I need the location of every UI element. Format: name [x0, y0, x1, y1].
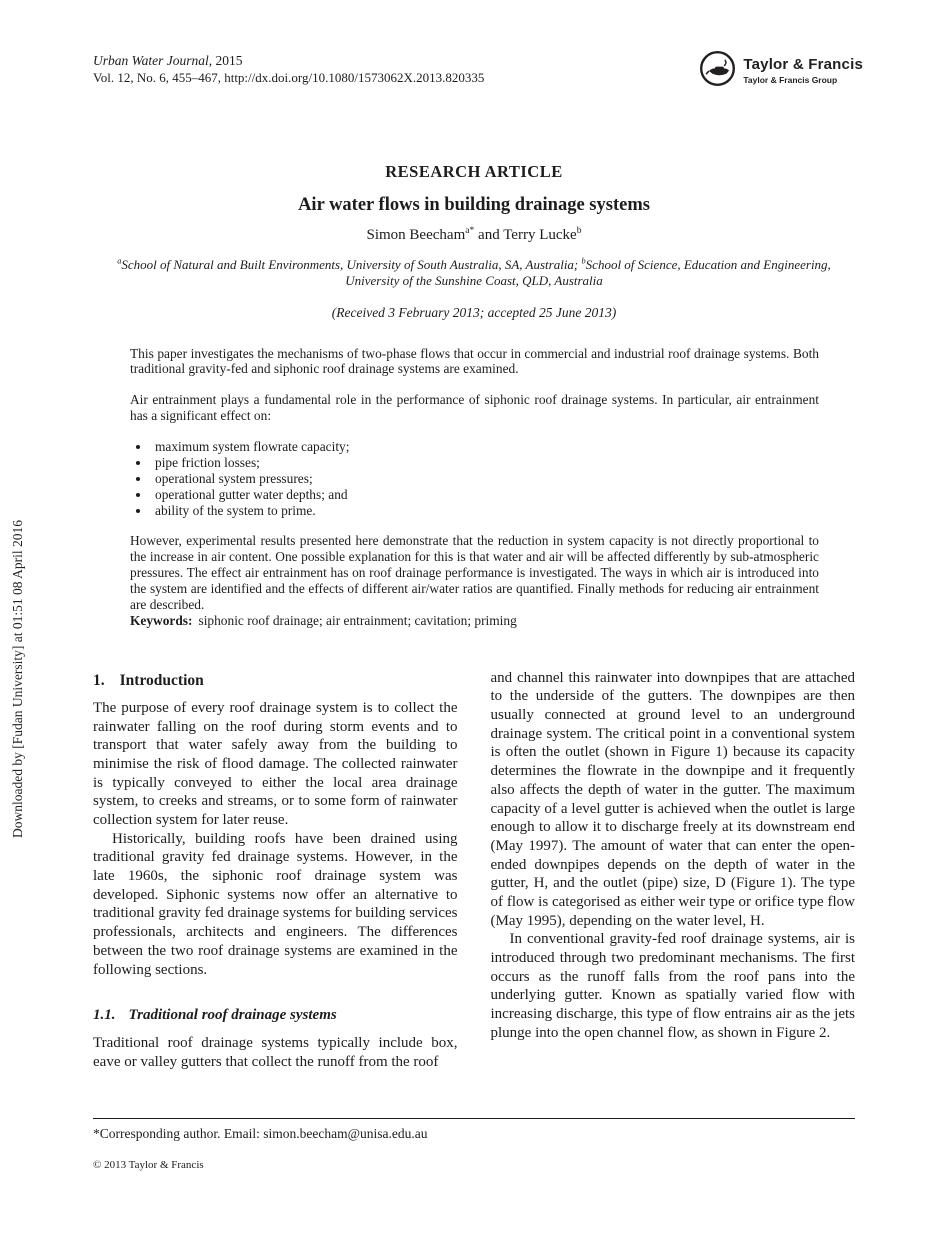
affil-a-sup: a [117, 256, 122, 266]
list-item: • operational system pressures; [151, 471, 819, 487]
taylor-francis-lamp-icon [699, 50, 736, 92]
abstract-paragraph-2: Air entrainment plays a fundamental role in the performance of siphonic roof drainage systems. In particular, air entrainment has a significant effect on: [130, 392, 819, 424]
right-paragraph-2: In conventional gravity-fed roof drainage systems, air is introduced through two predominant mechanisms. The first occurs as the runoff falls from the roof pans into the underlying gutter. Known as spatially varied flow with increasing discharge, this type of flow entrains air as the jets plunge into the open channel flow, as shown in Figure 2. [490, 931, 855, 1041]
journal-year: , 2015 [208, 53, 243, 68]
journal-name: Urban Water Journal [93, 53, 209, 68]
author-1: Simon Beecham [366, 227, 466, 243]
right-column [491, 669, 856, 1071]
article-type: RESEARCH ARTICLE [385, 162, 563, 181]
abstract-paragraph-1: This paper investigates the mechanisms of two-phase flows that occur in commercial and industrial roof drainage systems. Both traditional gravity-fed and siphonic roof drainage systems are examined. [130, 345, 819, 377]
keywords-label: Keywords: [130, 612, 193, 628]
author-1-affil-sup: a [465, 225, 470, 236]
taylor-francis-wordmark [743, 57, 863, 85]
paper-title: Air water flows in building drainage systems [298, 195, 650, 215]
download-notice: Downloaded by [Fudan University] at 01:51 08 April 2016 [10, 520, 25, 838]
authors-line [93, 227, 855, 244]
section-1-1-title: Traditional roof drainage systems [128, 1007, 337, 1024]
list-item: • operational gutter water depths; and [151, 487, 819, 503]
volume-doi-line: Vol. 12, No. 6, 455–467, http://dx.doi.org/10.1080/1573062X.2013.820335 [93, 69, 485, 85]
body-columns [93, 669, 855, 1071]
abstract [130, 346, 819, 629]
section-1-1-number: 1.1. [93, 1007, 116, 1024]
section-1-heading [93, 671, 458, 690]
authors-joiner: and [474, 227, 504, 243]
author-2-affil-sup: b [576, 225, 582, 236]
affiliations [93, 257, 855, 290]
section-1-title: Introduction [119, 671, 204, 689]
page-header [93, 52, 863, 92]
affil-b-sup: b [581, 256, 586, 266]
affil-b: School of Science, Education and Engineering, University of the Sunshine Coast, QLD, Australia [345, 257, 831, 289]
footer-divider [93, 1118, 855, 1119]
section-1-1-heading [93, 1006, 458, 1025]
abstract-bullet-list [130, 439, 819, 519]
logo-name: Taylor & Francis [743, 56, 863, 74]
page-footer [93, 1118, 855, 1171]
intro-paragraph-1: The purpose of every roof drainage system is to collect the rainwater falling on the roof during storm events and to transport that water safely away from the building to minimise the risk of flood damage. The collected rainwater is typically conveyed to either the local area drainage system, to creeks and streams, or to some form of rainwater collection system for later reuse. [93, 700, 458, 829]
corresponding-author-mark: * [469, 225, 475, 236]
title-block [93, 162, 855, 321]
copyright-line: © 2013 Taylor & Francis [93, 1159, 204, 1172]
right-paragraph-1: and channel this rainwater into downpipes that are attached to the underside of the gutters. The downpipes are then usually connected at ground level to an underground drainage system. The critical point in a conventional system is often the outlet (shown in Figure 1) because its capacity determines the flowrate in the downpipe and it frequently also affects the depth of water in the gutter. The maximum capacity of a level gutter is achieved when the outlet is large enough to allow it to discharge freely at its downstream end (May 1997). The amount of water that can enter the open-ended downpipes depends on the depth of water in the gutter, H, and the outlet (pipe) size, D (Figure 1). The type of flow is categorised as either weir type or orifice type flow (May 1995), depending on the water level, H. [490, 669, 855, 929]
keywords-line [130, 613, 819, 629]
affil-a: School of Natural and Built Environments, University of South Australia, SA, Australia; [121, 257, 582, 272]
author-2: Terry Lucke [503, 227, 577, 243]
journal-title-line [93, 52, 484, 70]
section-1-1-paragraph: Traditional roof drainage systems typically include box, eave or valley gutters that collect the runoff from the roof [93, 1034, 458, 1070]
corresponding-author-footnote: *Corresponding author. Email: simon.beecham@unisa.edu.au [93, 1126, 428, 1142]
abstract-paragraph-3: However, experimental results presented here demonstrate that the reduction in system capacity is not directly proportional to the increase in air content. One possible explanation for this is that water and air will be affected differently by sub-atmospheric pressures. The effect air entrainment has on roof drainage performance is investigated. The ways in which air is introduced into the system are identified and the effects of different air/water ratios are quantified. Finally methods for reducing air entrainment are described. [130, 533, 819, 612]
keywords-text: siphonic roof drainage; air entrainment; cavitation; priming [198, 612, 517, 628]
taylor-francis-logo [699, 50, 863, 92]
received-dates: (Received 3 February 2013; accepted 25 June 2013) [331, 304, 617, 320]
section-1-number: 1. [93, 671, 105, 689]
list-item: • maximum system flowrate capacity; [151, 439, 819, 455]
left-column [93, 669, 458, 1071]
list-item: • pipe friction losses; [151, 455, 819, 471]
journal-citation [93, 52, 484, 86]
intro-paragraph-2: Historically, building roofs have been drained using traditional gravity fed drainage systems. However, in the late 1960s, the siphonic roof drainage system was developed. Siphonic systems now offer an alternative to traditional gravity fed drainage systems for building services professionals, architects and engineers. The differences between the two roof drainage systems are examined in the following sections. [93, 830, 458, 978]
list-item: • ability of the system to prime. [151, 503, 819, 519]
logo-group: Taylor & Francis Group [743, 74, 838, 85]
